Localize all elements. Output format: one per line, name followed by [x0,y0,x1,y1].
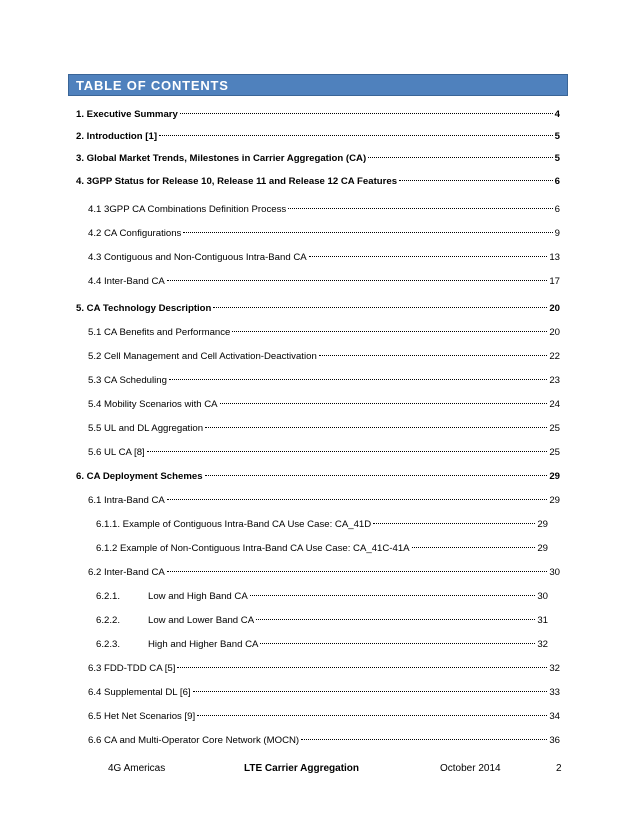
toc-entry-title: 2. Introduction [1] [76,131,158,142]
toc-entry[interactable] [96,519,548,533]
toc-entry[interactable] [88,663,560,677]
toc-entry-number: 6.2.2. [96,615,121,626]
toc-entry-title: 6.1.2 Example of Non-Contiguous Intra-Band CA Use Case: CA_41C-41A [96,543,410,554]
toc-entry-page: 36 [549,735,560,746]
dot-leader [373,523,535,524]
toc-entry-page: 20 [549,303,560,314]
toc-heading: TABLE OF CONTENTS [76,78,229,93]
dot-leader [260,643,535,644]
toc-entry[interactable] [88,204,560,218]
toc-entry-title: 6. CA Deployment Schemes [76,471,203,482]
dot-leader [205,427,547,428]
dot-leader [399,180,553,181]
toc-entry-page: 30 [537,591,548,602]
toc-entry-title: 4.3 Contiguous and Non-Contiguous Intra-Band CA [88,252,307,263]
toc-entry[interactable] [88,276,560,290]
toc-entry-title: 1. Executive Summary [76,109,178,120]
toc-entry[interactable] [76,131,560,145]
toc-entry-page: 9 [554,228,560,239]
dot-leader [213,307,547,308]
toc-entry[interactable] [88,351,560,365]
dot-leader [159,135,553,136]
toc-entry-page: 29 [537,543,548,554]
toc-entry-page: 4 [554,109,560,120]
toc-entry[interactable] [88,495,560,509]
toc-entry-page: 31 [537,615,548,626]
toc-entry-page: 13 [549,252,560,263]
dot-leader [205,475,548,476]
toc-entry-title: Low and High Band CA [148,591,248,602]
footer-date: October 2014 [440,763,501,774]
dot-leader [167,280,548,281]
dot-leader [183,232,552,233]
toc-entry[interactable] [88,711,560,725]
dot-leader [309,256,548,257]
toc-entry-title: 6.4 Supplemental DL [6] [88,687,191,698]
dot-leader [177,667,547,668]
dot-leader [193,691,548,692]
toc-entry-title: 4.2 CA Configurations [88,228,182,239]
toc-entry-page: 22 [549,351,560,362]
toc-entry-page: 30 [549,567,560,578]
toc-entry-page: 29 [537,519,548,530]
toc-entry-title: 5.4 Mobility Scenarios with CA [88,399,218,410]
dot-leader [250,595,536,596]
toc-entry-page: 17 [549,276,560,287]
toc-entry-page: 32 [549,663,560,674]
toc-entry[interactable] [88,228,560,242]
toc-entry[interactable] [76,176,560,190]
toc-entry-title: 6.2 Inter-Band CA [88,567,165,578]
footer-page-number: 2 [556,763,562,774]
toc-entry-page: 29 [549,495,560,506]
toc-entry[interactable] [88,327,560,341]
toc-entry-title: 6.1.1. Example of Contiguous Intra-Band CA Use Case: CA_41D [96,519,372,530]
toc-entry-title: 6.1 Intra-Band CA [88,495,165,506]
toc-entry-title: 6.3 FDD-TDD CA [5] [88,663,176,674]
dot-leader [368,157,552,158]
toc-entry[interactable] [96,639,548,653]
toc-entry-page: 24 [549,399,560,410]
toc-entry[interactable] [76,303,560,317]
toc-entry[interactable] [76,471,560,485]
toc-entry-page: 34 [549,711,560,722]
toc-entry-page: 29 [549,471,560,482]
toc-entry[interactable] [88,399,560,413]
toc-entry[interactable] [96,615,548,629]
dot-leader [197,715,547,716]
toc-entry[interactable] [88,252,560,266]
dot-leader [319,355,548,356]
toc-entry[interactable] [76,109,560,123]
toc-entry[interactable] [88,687,560,701]
dot-leader [220,403,548,404]
toc-entry-title: 5.2 Cell Management and Cell Activation-Deactivation [88,351,317,362]
toc-entry-page: 25 [549,423,560,434]
dot-leader [288,208,552,209]
toc-entry-page: 25 [549,447,560,458]
toc-entry-title: High and Higher Band CA [148,639,259,650]
toc-entry[interactable] [88,447,560,461]
toc-entry-title: 5. CA Technology Description [76,303,212,314]
toc-entry[interactable] [96,591,548,605]
toc-entry-page: 5 [554,131,560,142]
toc-entry-page: 23 [549,375,560,386]
dot-leader [147,451,548,452]
toc-entry[interactable] [76,153,560,167]
dot-leader [301,739,547,740]
toc-entry-title: Low and Lower Band CA [148,615,255,626]
dot-leader [232,331,547,332]
toc-entry-title: 6.6 CA and Multi-Operator Core Network (MOCN) [88,735,300,746]
toc-entry[interactable] [88,735,560,749]
toc-entry-page: 32 [537,639,548,650]
toc-entry-title: 4.4 Inter-Band CA [88,276,165,287]
dot-leader [167,499,548,500]
toc-entry-title: 5.3 CA Scheduling [88,375,167,386]
footer-document-title: LTE Carrier Aggregation [244,763,360,774]
toc-entry-title: 5.1 CA Benefits and Performance [88,327,231,338]
toc-entry-title: 5.5 UL and DL Aggregation [88,423,204,434]
toc-entry-page: 20 [549,327,560,338]
dot-leader [256,619,535,620]
toc-entry-title: 4.1 3GPP CA Combinations Definition Process [88,204,287,215]
toc-entry-page: 5 [554,153,560,164]
footer-organization: 4G Americas [108,763,166,774]
toc-entry-number: 6.2.3. [96,639,121,650]
toc-entry-page: 6 [554,176,560,187]
dot-leader [412,547,536,548]
toc-entry-page: 33 [549,687,560,698]
toc-entry-title: 5.6 UL CA [8] [88,447,145,458]
toc-entry[interactable] [96,543,548,557]
dot-leader [167,571,548,572]
dot-leader [169,379,547,380]
toc-entry[interactable] [88,375,560,389]
toc-entry-title: 6.5 Het Net Scenarios [9] [88,711,196,722]
toc-entry-page: 6 [554,204,560,215]
toc-entry[interactable] [88,423,560,437]
toc-heading-bar [68,74,568,96]
toc-entry-number: 6.2.1. [96,591,121,602]
toc-entry-title: 4. 3GPP Status for Release 10, Release 11 and Release 12 CA Features [76,176,398,187]
toc-entry-title: 3. Global Market Trends, Milestones in Carrier Aggregation (CA) [76,153,367,164]
toc-entry[interactable] [88,567,560,581]
dot-leader [180,113,553,114]
